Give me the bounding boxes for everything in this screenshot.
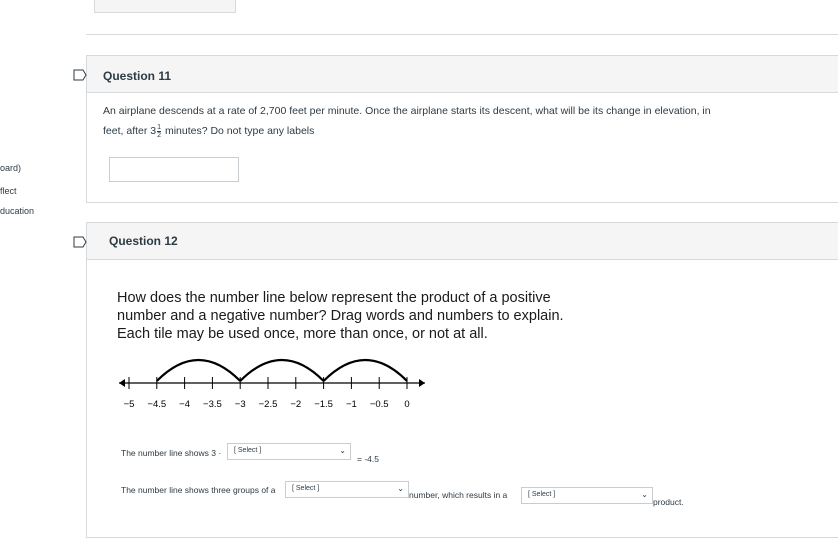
flag-icon[interactable] xyxy=(73,236,87,248)
tick-label: −1.5 xyxy=(314,399,333,410)
tick-label: −2 xyxy=(290,399,302,410)
question-12-card xyxy=(86,222,838,538)
question-11-header xyxy=(87,56,838,93)
tick-label: −4.5 xyxy=(147,399,167,410)
prompt-line3: Each tile may be used once, more than once, or not at all. xyxy=(117,326,488,342)
tick-label: −3 xyxy=(234,399,246,410)
jump-arc xyxy=(324,360,407,381)
prompt-line2: number and a negative number? Drag words and numbers to explain. xyxy=(117,308,564,324)
jump-arc xyxy=(240,360,323,381)
question-text xyxy=(103,101,803,141)
tick-label: −4 xyxy=(179,399,191,410)
answer-input[interactable] xyxy=(109,157,239,182)
question-title: Question 11 xyxy=(103,69,172,83)
fraction: $\frac{1}{2}$ xyxy=(157,123,162,139)
sentence1-text: The number line shows 3 · xyxy=(121,448,222,458)
tick-label: −0.5 xyxy=(369,399,389,410)
question-text-line1: An airplane descends at a rate of 2,700 feet per minute. Once the airplane starts its descent, what will be its change in elevation, in xyxy=(103,105,711,117)
sidebar-item-dashboard[interactable]: oard) xyxy=(0,163,22,173)
select-3[interactable]: [ Select ] ⌄ xyxy=(521,487,653,504)
chevron-down-icon: ⌄ xyxy=(397,484,404,493)
flag-icon[interactable] xyxy=(73,69,87,81)
tick-label: −3.5 xyxy=(203,399,222,410)
number-line-figure xyxy=(117,341,447,421)
top-tab xyxy=(94,0,236,13)
sidebar-item-reflect[interactable]: flect xyxy=(0,186,17,196)
question-title: Question 12 xyxy=(109,234,178,248)
tick-label: −1 xyxy=(345,399,357,410)
question-12-header xyxy=(87,223,838,260)
prompt-line1: How does the number line below represent the product of a positive xyxy=(117,290,551,306)
arrow-left-icon xyxy=(119,379,125,387)
select-2[interactable]: [ Select ] ⌄ xyxy=(285,481,409,498)
sentence2-end: product. xyxy=(653,497,684,507)
jump-arc xyxy=(157,360,240,381)
sidebar-item-education[interactable]: ducation xyxy=(0,206,35,216)
tick-label: −5 xyxy=(123,399,135,410)
tick-label: 0 xyxy=(404,399,410,410)
chevron-down-icon: ⌄ xyxy=(641,490,648,499)
select-1[interactable]: [ Select ] ⌄ xyxy=(227,443,351,460)
sentence2-text: The number line shows three groups of a xyxy=(121,485,276,495)
question-11-card xyxy=(86,55,838,203)
arrow-right-icon xyxy=(419,379,425,387)
question-text-line2: feet, after 3 $\frac{1}{2}$ minutes? Do not type any labels xyxy=(103,123,315,139)
tick-label: −2.5 xyxy=(258,399,278,410)
sentence1-result: = -4.5 xyxy=(357,454,379,464)
top-bar xyxy=(86,0,838,35)
chevron-down-icon: ⌄ xyxy=(339,446,346,455)
sentence2-mid: number, which results in a xyxy=(409,490,508,500)
